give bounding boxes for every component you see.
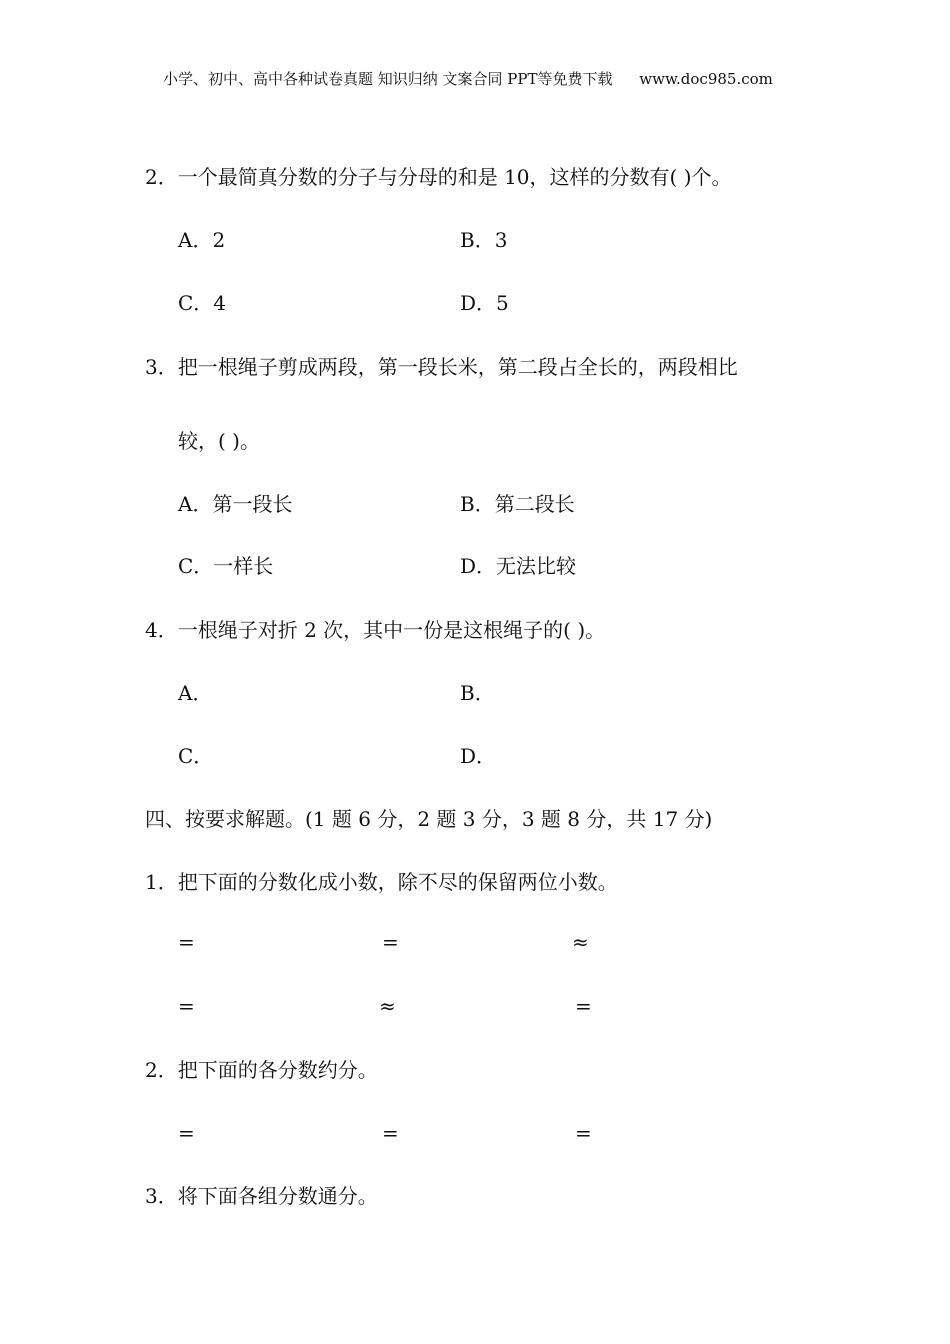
q2-option-c: C．4 bbox=[178, 291, 227, 315]
p1-row1-sym-2: = bbox=[382, 930, 399, 954]
q3-option-c: C．一样长 bbox=[178, 554, 274, 578]
p2-row1-sym-2: = bbox=[382, 1121, 399, 1145]
q4-option-a: A． bbox=[178, 681, 213, 705]
q4-option-b: B． bbox=[460, 681, 495, 705]
p1-row2-sym-3: = bbox=[575, 994, 592, 1018]
header-site: www.doc985.com bbox=[639, 70, 773, 88]
section-4-p1-stem: 1．把下面的分数化成小数，除不尽的保留两位小数。 bbox=[145, 870, 618, 894]
section-4-p2-stem: 2．把下面的各分数约分。 bbox=[145, 1058, 378, 1082]
section-4-p3-stem: 3．将下面各组分数通分。 bbox=[145, 1184, 378, 1208]
q3-stem: 3．把一根绳子剪成两段，第一段长米，第二段占全长的，两段相比 bbox=[145, 355, 738, 379]
p1-row2-sym-1: = bbox=[178, 994, 195, 1018]
p2-row1-sym-3: = bbox=[575, 1121, 592, 1145]
p1-row1-sym-1: = bbox=[178, 930, 195, 954]
q2-option-d: D．5 bbox=[460, 291, 509, 315]
q3-option-d: D．无法比较 bbox=[460, 554, 577, 578]
q2-stem: 2．一个最简真分数的分子与分母的和是 10，这样的分数有( )个。 bbox=[145, 165, 732, 189]
q3-option-b: B．第二段长 bbox=[460, 492, 575, 516]
q2-option-b: B．3 bbox=[460, 228, 508, 252]
q4-option-c: C． bbox=[178, 744, 214, 768]
q4-stem: 4．一根绳子对折 2 次，其中一份是这根绳子的( )。 bbox=[145, 618, 606, 642]
page-header bbox=[163, 69, 773, 89]
header-text: 小学、初中、高中各种试卷真题 知识归纳 文案合同 PPT等免费下载 bbox=[163, 70, 613, 88]
q3-option-a: A．第一段长 bbox=[178, 492, 293, 516]
p1-row2-sym-2: ≈ bbox=[379, 994, 396, 1018]
p1-row1-sym-3: ≈ bbox=[572, 930, 589, 954]
q2-option-a: A．2 bbox=[178, 228, 226, 252]
section-4-title: 四、按要求解题。(1 题 6 分，2 题 3 分，3 题 8 分，共 17 分) bbox=[145, 807, 713, 831]
p2-row1-sym-1: = bbox=[178, 1121, 195, 1145]
q4-option-d: D． bbox=[460, 744, 497, 768]
q3-stem-continued: 较，( )。 bbox=[178, 429, 260, 453]
